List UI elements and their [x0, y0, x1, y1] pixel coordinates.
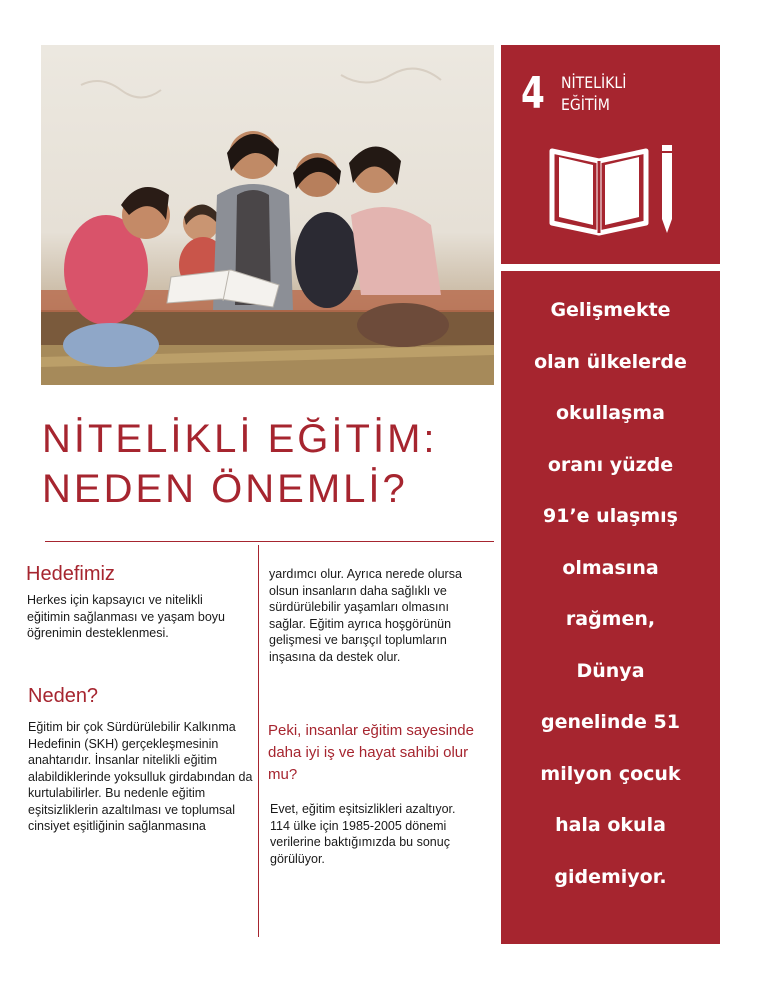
- fact-text: [501, 285, 720, 903]
- sdg-goal-tile: [501, 45, 720, 264]
- continued-text: yardımcı olur. Ayrıca nerede olursa olsun insanların daha sağlıklı ve sürdürülebilir yaşamları olmasını sağlar. Eğitim ayrıca hoşgörünün gelişmesi ve barışçıl toplumların inşasına da destek olur.: [269, 567, 462, 664]
- why-text: Eğitim bir çok Sürdürülebilir Kalkınma Hedefinin (SKH) gerçekleşmesinin anahtarıdır. İnsanlar nitelikli eğitim alabildiklerinde yoksulluk girdabından da kurtulabilirler. Bu nedenle eğitim eşitsizliklerin azaltılması ve toplumsal cinsiyet eşitliğinin sağlanmasına: [28, 720, 253, 833]
- fact-line: oranı yüzde: [547, 453, 674, 476]
- fact-line: Dünya: [576, 659, 645, 682]
- fact-line: okullaşma: [556, 402, 665, 424]
- sdg-goal-name: [561, 72, 626, 116]
- page-title: [42, 414, 438, 514]
- page-title-line2: NEDEN ÖNEMLİ?: [42, 467, 408, 511]
- goal-heading: Hedefimiz: [26, 563, 115, 585]
- fact-line: olmasına: [562, 556, 659, 579]
- why-heading: Neden?: [28, 685, 99, 707]
- fact-line: hala okula: [555, 814, 666, 836]
- children-reading-illustration: [41, 45, 494, 385]
- goal-text: Herkes için kapsayıcı ve nitelikli eğitimin sağlanması ve yaşam boyu öğrenimin desteklenmesi.: [27, 593, 226, 640]
- fact-line: genelinde 51: [541, 711, 680, 733]
- question-heading: Peki, insanlar eğitim sayesinde daha iyi iş ve hayat sahibi olur mu?: [268, 722, 474, 783]
- book-pencil-icon: [547, 143, 681, 237]
- answer-text: Evet, eğitim eşitsizlikleri azaltıyor. 114 ülke için 1985-2005 dönemi verilerine baktığımızda bu sonuç görülüyor.: [270, 802, 456, 866]
- fact-line: milyon çocuk: [540, 762, 681, 785]
- fact-line: gidemiyor.: [554, 865, 667, 888]
- page-title-line1: NİTELİKLİ EĞİTİM:: [42, 417, 438, 461]
- sdg-goal-name-line2: EĞİTİM: [561, 95, 610, 114]
- fact-line: olan ülkelerde: [534, 350, 687, 373]
- sdg-goal-name-line1: NİTELİKLİ: [561, 73, 627, 92]
- fact-line: Gelişmekte: [550, 299, 671, 321]
- hero-photo: [41, 45, 494, 385]
- fact-panel: [501, 271, 720, 944]
- fact-line: rağmen,: [565, 608, 656, 630]
- title-divider: [45, 541, 494, 542]
- fact-line: 91’e ulaşmış: [543, 505, 678, 527]
- sdg-goal-number: 4: [521, 68, 545, 119]
- column-divider: [258, 545, 259, 937]
